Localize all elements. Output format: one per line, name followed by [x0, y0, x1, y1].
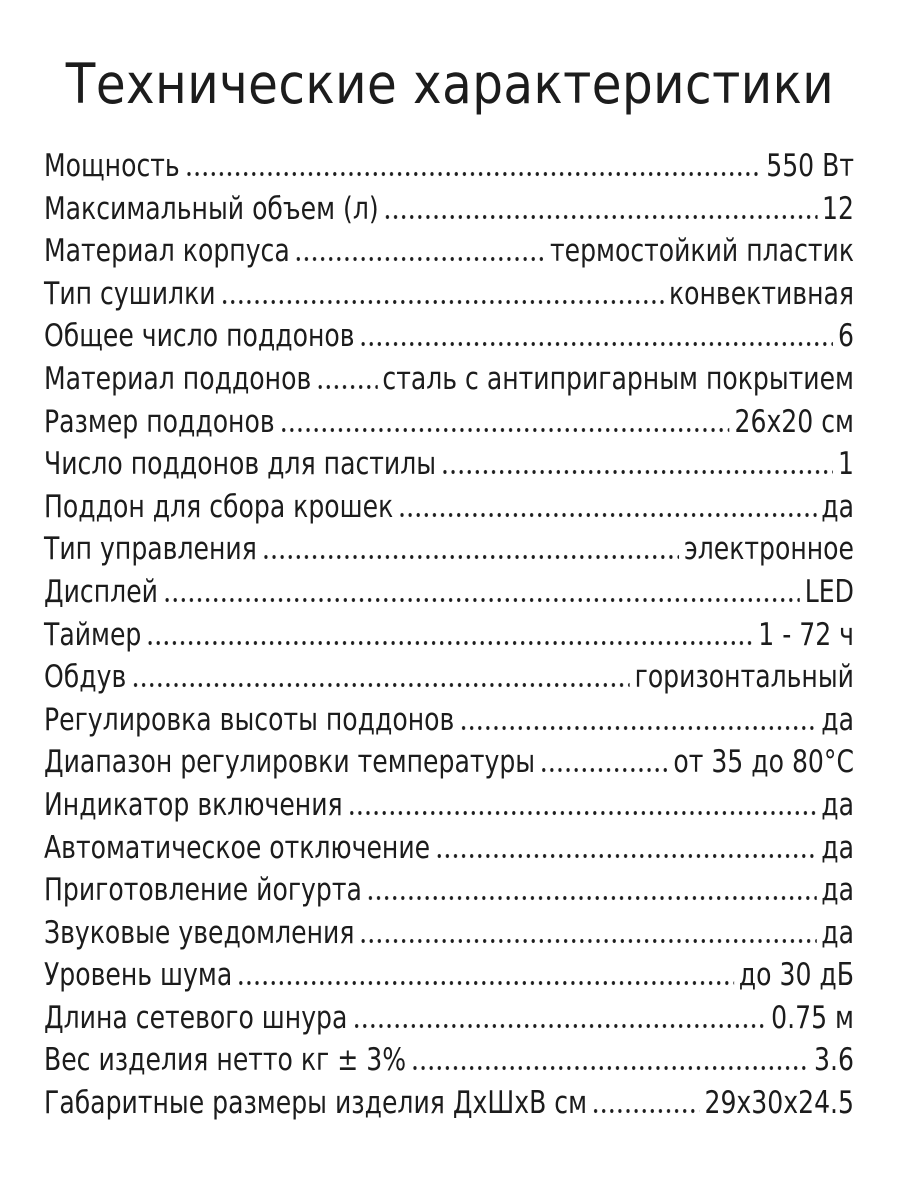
spec-value: 3.6: [814, 1042, 854, 1079]
spec-label: Обдув: [44, 659, 127, 696]
dot-leader: [295, 230, 546, 273]
spec-label: Максимальный объем (л): [44, 190, 379, 227]
dot-leader: [592, 1082, 700, 1125]
spec-value: 550 Вт: [766, 148, 854, 184]
dot-leader: [131, 656, 630, 699]
dot-leader: [384, 188, 818, 231]
spec-label: Приготовление йогурта: [44, 872, 362, 909]
spec-label: Мощность: [44, 148, 180, 184]
spec-label: Тип управления: [44, 531, 257, 568]
spec-row-net-weight: [44, 1039, 854, 1082]
spec-row-noise-level: [44, 954, 854, 997]
spec-value: 29x30x24.5: [704, 1085, 854, 1122]
spec-row-tray-height-adjust: [44, 699, 854, 742]
dot-leader: [359, 912, 816, 955]
spec-value: 6: [838, 318, 854, 355]
dot-leader: [441, 443, 833, 486]
spec-value: да: [821, 914, 854, 951]
spec-row-sound-alerts: [44, 912, 854, 955]
spec-label: Регулировка высоты поддонов: [44, 701, 455, 738]
spec-value: 0.75 м: [771, 999, 854, 1036]
spec-value: 1: [838, 446, 854, 483]
spec-row-control-type: [44, 528, 854, 571]
dot-leader: [352, 997, 766, 1040]
spec-label: Число поддонов для пастилы: [44, 446, 437, 483]
dot-leader: [163, 571, 800, 614]
spec-label: Уровень шума: [44, 957, 233, 994]
spec-row-tray-count: [44, 315, 854, 358]
dot-leader: [347, 784, 816, 827]
dot-leader: [146, 614, 753, 657]
spec-row-display: [44, 571, 854, 614]
spec-row-airflow: [44, 656, 854, 699]
spec-value: да: [821, 488, 854, 525]
dot-leader: [459, 699, 816, 742]
spec-label: Автоматическое отключение: [44, 829, 431, 866]
spec-label: Размер поддонов: [44, 403, 275, 440]
spec-label: Материал поддонов: [44, 360, 312, 397]
spec-label: Общее число поддонов: [44, 318, 355, 355]
dot-leader: [540, 741, 669, 784]
spec-row-power: [44, 145, 854, 188]
spec-value: да: [821, 786, 854, 823]
spec-row-dryer-type: [44, 273, 854, 316]
spec-label: Поддон для сбора крошек: [44, 488, 394, 525]
spec-label: Материал корпуса: [44, 233, 290, 270]
spec-label: Диапазон регулировки температуры: [44, 744, 536, 781]
dot-leader: [316, 358, 377, 401]
dot-leader: [237, 954, 734, 997]
spec-row-temperature-range: [44, 741, 854, 784]
dot-leader: [220, 273, 664, 316]
spec-value: сталь с антипригарным покрытием: [382, 360, 854, 397]
dot-leader: [280, 401, 730, 444]
spec-label: Тип сушилки: [44, 275, 216, 312]
spec-value: от 35 до 80°С: [673, 744, 854, 781]
spec-value: да: [821, 701, 854, 738]
spec-label: Дисплей: [44, 573, 158, 610]
dot-leader: [398, 486, 816, 529]
dot-leader: [411, 1039, 809, 1082]
dot-leader: [262, 528, 679, 571]
spec-list: [44, 145, 854, 1125]
spec-row-yogurt: [44, 869, 854, 912]
spec-label: Длина сетевого шнура: [44, 999, 348, 1036]
spec-label: Вес изделия нетто кг ± 3%: [44, 1042, 407, 1079]
spec-value: термостойкий пластик: [549, 233, 854, 270]
spec-label: Индикатор включения: [44, 786, 343, 823]
spec-value: да: [821, 829, 854, 866]
spec-value: до 30 дБ: [738, 957, 854, 994]
spec-value: 1 - 72 ч: [758, 616, 854, 653]
spec-value: LED: [804, 573, 854, 610]
spec-row-power-indicator: [44, 784, 854, 827]
page-title: Технические характеристики: [65, 52, 835, 116]
spec-label: Звуковые уведомления: [44, 914, 355, 951]
spec-label: Габаритные размеры изделия ДхШхВ см: [44, 1085, 588, 1122]
spec-row-tray-material: [44, 358, 854, 401]
dot-leader: [359, 315, 833, 358]
spec-row-pastila-trays: [44, 443, 854, 486]
spec-value: горизонтальный: [634, 659, 854, 696]
spec-value: да: [821, 872, 854, 909]
spec-row-max-volume: [44, 188, 854, 231]
spec-row-crumb-tray: [44, 486, 854, 529]
spec-row-auto-shutoff: [44, 827, 854, 870]
spec-label: Таймер: [44, 616, 142, 653]
dot-leader: [435, 827, 816, 870]
spec-value: конвективная: [668, 275, 854, 312]
spec-row-timer: [44, 614, 854, 657]
spec-row-cord-length: [44, 997, 854, 1040]
spec-value: 12: [822, 190, 854, 227]
spec-row-tray-size: [44, 401, 854, 444]
dot-leader: [185, 145, 762, 188]
spec-row-body-material: [44, 230, 854, 273]
dot-leader: [367, 869, 817, 912]
spec-value: электронное: [683, 531, 854, 568]
spec-value: 26x20 см: [734, 403, 854, 440]
spec-row-dimensions: [44, 1082, 854, 1125]
